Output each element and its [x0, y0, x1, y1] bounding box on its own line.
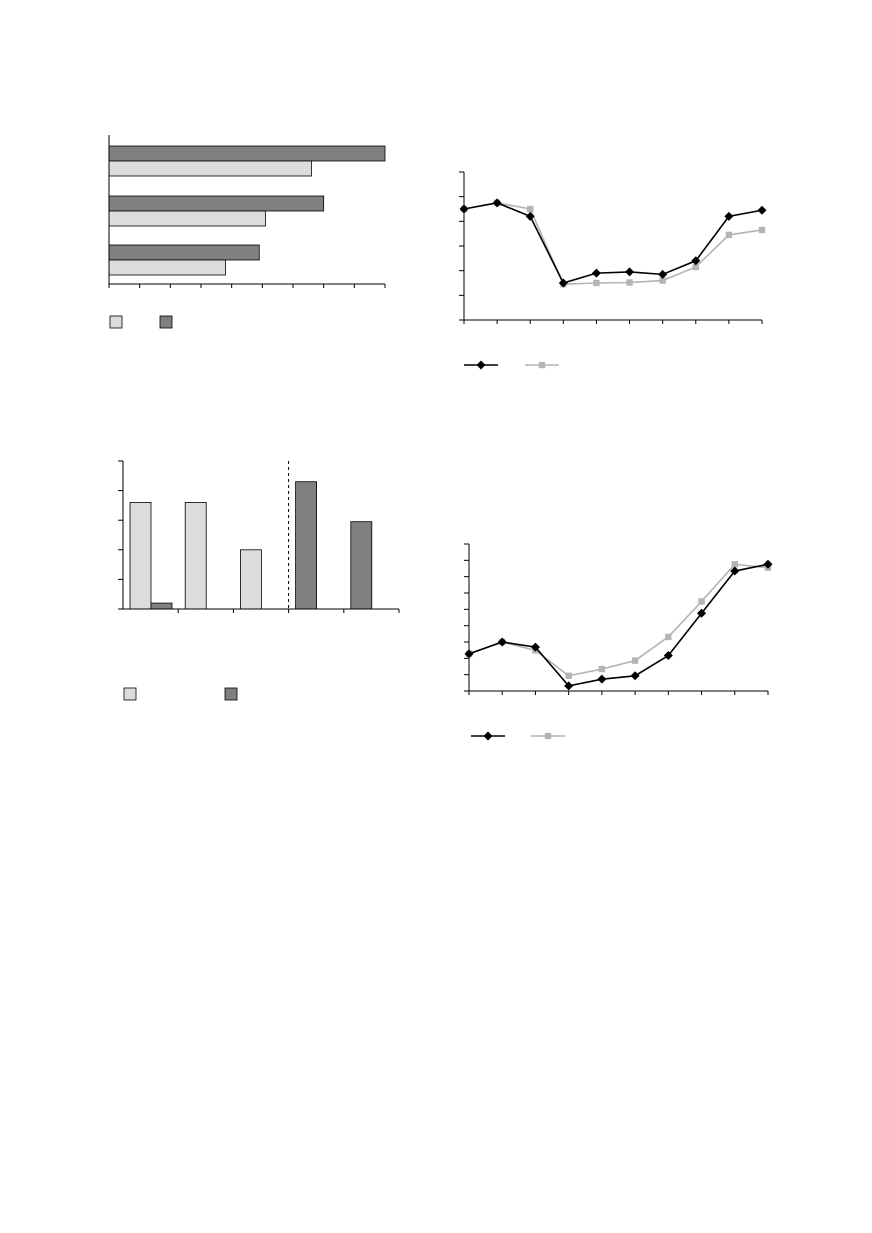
bar — [296, 482, 317, 609]
data-point — [592, 269, 601, 278]
data-point — [632, 657, 638, 663]
data-point — [758, 206, 767, 215]
chart-bar-horizontal — [109, 135, 385, 328]
legend-swatch — [110, 316, 122, 328]
data-point — [625, 267, 634, 276]
data-point — [599, 666, 605, 672]
data-point — [759, 227, 765, 233]
bar — [151, 603, 172, 609]
bar — [109, 146, 385, 161]
data-point — [626, 279, 632, 285]
data-point — [526, 212, 535, 221]
bar — [109, 161, 311, 176]
legend-marker — [539, 362, 545, 368]
bar — [240, 550, 261, 609]
bar — [109, 245, 259, 260]
bar — [109, 196, 324, 211]
bar — [109, 211, 265, 226]
data-point — [698, 598, 704, 604]
legend-marker — [545, 733, 551, 739]
series-line — [464, 203, 762, 283]
legend-swatch — [225, 688, 237, 700]
series-line — [469, 564, 768, 686]
data-point — [597, 675, 606, 684]
chart-bar-vertical — [118, 461, 399, 700]
data-point — [726, 232, 732, 238]
legend-marker — [484, 732, 493, 741]
legend-swatch — [124, 688, 136, 700]
data-point — [631, 671, 640, 680]
legend-marker — [477, 361, 486, 370]
bar — [351, 522, 372, 609]
legend-swatch — [160, 316, 172, 328]
data-point — [565, 673, 571, 679]
chart-line-top — [459, 172, 767, 370]
bar — [130, 502, 151, 609]
data-point — [732, 561, 738, 567]
bar — [109, 260, 226, 275]
series-line — [469, 564, 768, 676]
data-point — [593, 280, 599, 286]
data-point — [665, 634, 671, 640]
bar — [185, 502, 206, 609]
chart-line-bottom — [464, 544, 773, 741]
data-point — [527, 206, 533, 212]
